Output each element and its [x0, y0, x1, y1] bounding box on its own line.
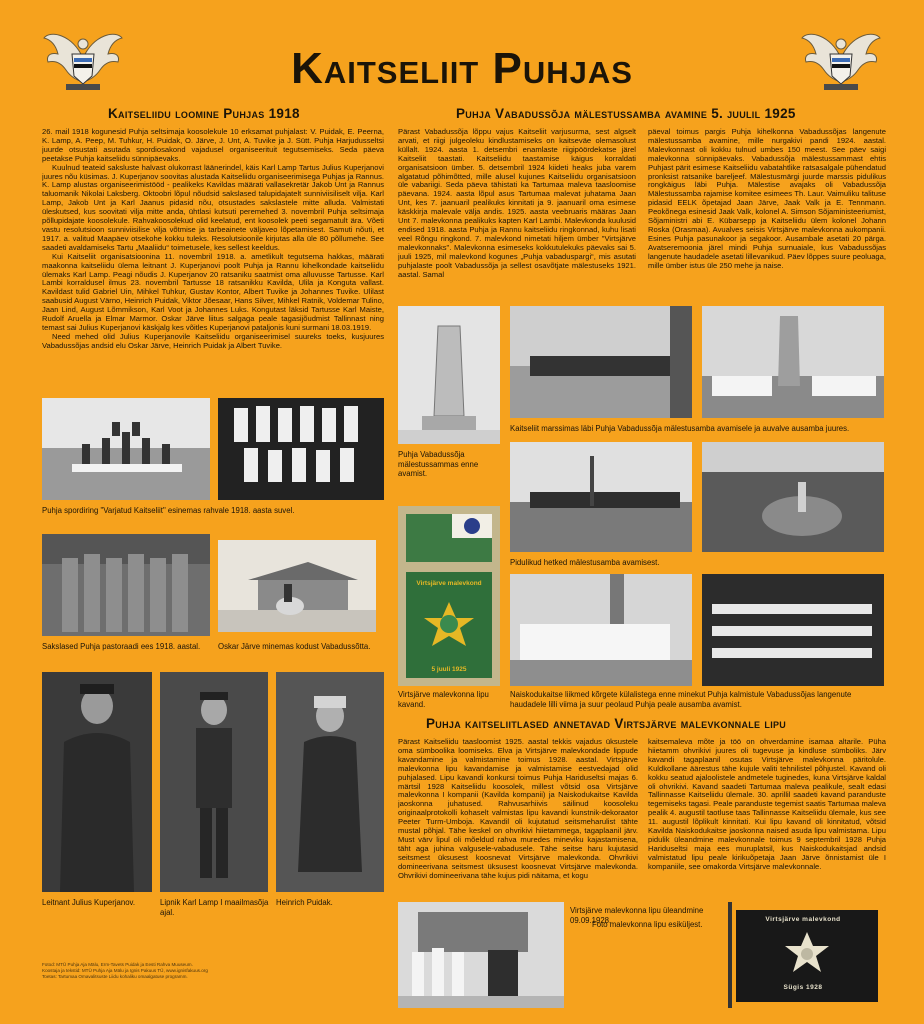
- flag-bottom-text: 5 juuli 1925: [431, 666, 467, 673]
- caption-sport: Puhja spordiring "Varjatud Kaitseliit" esinemas rahvale 1918. aasta suvel.: [42, 506, 295, 515]
- photo-sport-group: [218, 398, 384, 500]
- photo-flag-ceremony: [398, 902, 564, 1008]
- caption-flag-design: Virtsjärve malevkonna lipu kavand.: [398, 690, 489, 709]
- photo-pastorate-soldiers: [42, 534, 210, 636]
- caption-naiskodu: Naiskodukaitse liikmed kõrgete külalistega enne minekut Puhja kalmistule Vabadussõjas langenute haudadele lilli viima ja suur peolaud Puhja peale ausamba avamist.: [510, 690, 852, 709]
- left-paragraph: Kui Kaitseliit organisatsioonina 11. novembril 1918. a. ametlikult tegutsema hakkas, määrati maakonna kaitseliidu ülema leitnant J. Kuperjanovi poolt Puhja ja Rannu kihelkondade kaitseliidu ülemaks Karl Lamp. Peagi nõudis J. Kuperjanov 20 ratsaniku saatmist oma alluvusse Tartusse. Karl Lambi korraldusel ilmus 23. novembril Tartusse 18 ratsanikku Kavilda, Ulila ja Konguta vallast. Kavildast tulid Gabriel Uin, Mihkel Tuhkur, Gustav Kontor, Albert Tuvike ja Johannes Tuvike. Ulilast saabusid August Värno, Heinrich Puidak, Viktor Jõesaar, Hans Silver, Mihkel Ratnik, Voldemar Tulino, Jaan Lind, August Lõmmikson, Karl Voot ja Johannes Luks. Kongutast läksid Tartusse Karl Maiste, Rudolf Aruella ja Elmar Marmor. Oskar Järve liitus salgaga peale tagasijõudmist Tallinnast ning temast sai Julius Kuperjanovi käskjalg kes võitles Kuperjanovi pataljonis kuni surmani 18.03.1919.: [42, 251, 384, 332]
- caption-flag-photo: Foto malevkonna lipu esiküljest.: [592, 920, 703, 929]
- caption-moments: Pidulikud hetked mälestusamba avamisest.: [510, 558, 660, 567]
- left-paragraph: Kuulnud teateid saksluste halvast olukorrast läänerindel, käis Karl Lamp Tartus Julius Kuperjanovi juures nõu küsimas. J. Kuperjanov soovitas alustada Kaitseliidu organiseerimisega Puhjas ja Rannus. K. Lamp alustas organiseerimistööd - pealikeks Kavildas määrati vallasekretär Jakob Unt ja Rannus taluomanik Nikolai Laksberg. Oktoobri lõpul nõudsid sakslased talupidajatelt sunniviisiliselt vilja. Karl Lamp, Jakob Unt ja Karl Jaanus pidasid nõu, otsustades sakslastele mitte alluda. Valmistati üleskutsed, kus soovitati vilja mitte anda, ühtlasi kutsuti peremehed 3. novembril Puhja seltsimaja põllupidajate koosolekule. Rahvakoosolekud olid keelatud, ent koosolek peeti segamatult ära. Võeti vastu resolutsioon sunniviisilise vilja võtmise ja tarbeainete väljaveo lõpetamisest. Samuti nõuti, et 1917. a. valitud Maapäev otsekohe kokku tuleks. Resolutsioonile kirjutas alla üle 80 põllumehe. See saadeti avaldamiseks Tartu „Maaliidu“ toimetusele, kes sellest keeldus.: [42, 162, 384, 252]
- caption-pastorate: Sakslased Puhja pastoraadi ees 1918. aastal.: [42, 642, 201, 651]
- caption-lamp: Lipnik Karl Lamp I maailmasõja ajal.: [160, 898, 269, 917]
- flag-top-text: Virtsjärve malevkond: [416, 580, 482, 587]
- credits: [42, 962, 302, 980]
- photo-karl-lamp: [160, 672, 268, 892]
- photo-march: [510, 306, 692, 418]
- credits-photos: Fotod: MTÜ Puhja Aja Mälu, Erm-Tavets Puidak ja Eesti Rahva Muuseum.: [42, 962, 193, 967]
- right-section-col2: päeval toimus pargis Puhja kihelkonna Vabadussõjas langenute mälestussamba avamine, mille nurgakivi pandi 1924. aastal. Malevkonnast oli kokku tulnud umbes 150 meest. See päev saigi malevkonna sünnipäevaks. Vabadussõja mälestussammast ehtis Puhjast pärit esimese Kaitseliidu vabatahtlike ratsasalgale pühendatud pronksist ratsanike bareljeef. Mälestusmärgi juurde marssis pidulikus rongkäigus läbi Puhja. Mälestise avajaks oli Vabadussõja Mälestussamba rajamise komitee esimees Th. Laur. Vaimuliku talituse pidasid EELK õpetajad Jaan Järve, Jaak Valk ja E. Tennmann. Peokõnega esinesid Jaak Valk, kolonel A. Simson Sõjaministeeriumist, Sõjaministri abi E. Kübarsepp ja Kaitseliidu ülem kolonel Johann Roska (Orasmaa). Avualves seisis Virtsjärve malevkonna aukompanii. Esines Puhja pasunakoor ja segakoor. Ausambale asetati 20 pärga. Avatseremoonia järel mindi Puhja surnuaiale, kus Vabadussõjas langenute haudadele asetati lillevanikud. Päev lõppes suure peoluaga, mille ümber istus üle 250 mehe ja naise.: [648, 128, 886, 270]
- caption-monument: Puhja Vabadussõja mälestussammas enne avamist.: [398, 450, 479, 478]
- caption-flag-ceremony: Virtsjärve malevkonna lipu üleandmine 09.09.1928.: [570, 906, 704, 925]
- left-paragraph: 26. mail 1918 kogunesid Puhja seltsimaja koosolekule 10 erksamat puhjalast: V. Puidak, E. Peerna, K. Lamp, A. Peep, M. Tuhkur, H. Puidak, O. Järve, J. Unt, A. Tuvike ja J. Sütt. Puhja Harjudusseltsi juurde otsustati asutada spordiosakond vajadusel organiseerituit tegutsemiseks. Seda päeva peetakse Puhja kaitseliidu sünnipäevaks.: [42, 128, 384, 163]
- left-section-text: [42, 128, 384, 390]
- lower-section-col2: kaitsemaleva mõte ja töö on ohverdamine isamaa altarile. Püha hiietamm ohvrikivi juures oli tugevuse ja kindluse sümboliks. Järv kavandi tagaplaanil osutas Virtsjärve malevkonna päritolule. Kuldkollane äärestus tähe kujule valiti tehnilistel põhjustel. Kavand oli kokku seatud ajaloolistele andmetele tuginedes, kuna Virtsjärve kaldal oli ohvrikivi. Kavand saadeti Tartumaa maleva pealikule, sealt edasi Tallinnasse Kaitseliidu ülemale. 30. aprillil saadeti kavand paranduste tegemiseks tagasi. Peale paranduste tegemist saatis Tartumaa maleva pealik 4. augustil taotluse taas Tallinnasse Kaitseliidu ülemale, kus see 11. augustil lõplikult kinnitati. Kui lipu kavand oli kinnitatud, võtsid Kavilda Naiskodukaitse jaoskonna naised asuda lipu valmistama. Lipu pidulik üleandmine malevkonnale toimus 9 septembril 1928 Puhja Hariduseltsi maja ees muruplatsil, kus Naiskodukaitsjad andsid valmistatud lipu peale kirikuõpetaja Jaan Järve õnnistamist üle I kompaniile, see omakorda Virtsjärve malevkonnale.: [648, 738, 886, 871]
- right-section-col1: Pärast Vabadussõja lõppu vajus Kaitseliit varjusurma, sest algselt arvati, et riigi julgeoleku kindlustamiseks on kaitseväe olemasolust küllalt. 1924. aasta 1. detsembri enamlaste riigipöördekatse järel Kaitseliit taastati. Kaitseliidu taastamise käigus korraldati organisatsioon ümber. 5. detsembril 1924 kiideti heaks juba varem algatatud põhimõtted, mille alusel kujunes Kaitseliidu organisatsioon üle vabariigi. Seda päeva tähistati ka Tartumaa maleva taasloomise päevana. 1924. aasta lõpul asus Tartumaa malevat juhatama Jaan Unt, kes 7. jaanuaril pealikuks kinnitati ja 9. jaanuaril oma esimese käskkirja malevale välja andis. 1925. aasta veebruaris määras Jaan Unt 7. malevkonna pealikuks kapten Karl Lambi. Malevkonda kuulusid endised 1918. aasta Puhja ja Rannu kaitseliidu ringkonnad, kuhu lisati veel Rõngu ringkond. 7. malevkond nimetati hiljem ümber "Virtsjärve malevkonnaks". Malevkonna esimeseks kokkutulekuks päevaks sai 5. juuli 1925, mil malevkond kogunes „Puhja vabaduspargi“, mis asutati puhjalaste poolt Vabadussõja ja sellest osavõtjate mälestuseks 1921. aastal. Samal: [398, 128, 636, 279]
- photo-honor-guard: [702, 306, 884, 418]
- caption-kuperjanov: Leitnant Julius Kuperjanov.: [42, 898, 136, 907]
- photo-kuperjanov: [42, 672, 152, 892]
- left-section-heading: Kaitseliidu loomine Puhjas 1918: [108, 106, 300, 121]
- flag-design: [398, 506, 500, 686]
- caption-puidak: Heinrich Puidak.: [276, 898, 333, 907]
- photo-ceremony-aerial: [702, 442, 884, 552]
- lower-section-heading: Puhja kaitseliitlased annetavad Virtsjärve malevkonnale lipu: [426, 716, 787, 731]
- photo-sport-pyramid: [42, 398, 210, 500]
- flag-photo-top-text: Virtsjärve malevkond: [765, 916, 841, 923]
- photo-monument: [398, 306, 500, 444]
- right-section-heading: Puhja Vabadussõja mälestussamba avamine 5. juulil 1925: [456, 106, 796, 121]
- photo-oskar-horse: [218, 540, 376, 632]
- lower-section-col1: Pärast Kaitseliidu taasloomist 1925. aastal tekkis vajadus üksustele oma sümboolika loomiseks. Elva ja Virtsjärve malevkondade lippude kavandamine ja valmistamine toimus 1928. aastal. Virtsjärve malevkonna lipu kavandamise ja valmistamise eestvedajad olid puhjalased. Lipu kavandi konkursi toimus Puhja Hariduseltsi majas 6. märtsil 1928 Kaitseliidu koosolek, millest võtsid osa Virtsjärve malevkonna I kompanii (Kavilda kompanii) ja Naiskodukaitse Kavilda jaoskonna juhatused. Rahvusarhiivis säilinud koosoleku originaalprotokolli kohaselt valmistas lipu kavandi kunstnik-dekoraator Peeter Turm-Umboja. Kavandil oli kujutatud seitsmeharulist tähte mustal põhjal. Tähe keskel on ohvrikivi hiietammega, tagaplaanil järv. Must värv lipul oli mõeldud rahva muredes mineviku kajastamisena, täht aga juhina valgusele-vabadusele. Tähe seitse haru kujutasid seitsmest üksusest koosnevat Virtsjärve malevkonda. Ohvrikivi domineerivana seitsmest üksusest koosnevat Virtsjärve malevkonda. Ohvrikivi domineerivana tähe kujus pidi näitama, et kogu: [398, 738, 638, 880]
- credits-support: Toetas: Tartumaa Omavalitsuste Liidu kohaliku omaalgatuse programm.: [42, 974, 188, 979]
- left-paragraph: Need mehed olid Julius Kuperjanovile Kaitseliidu organiseerimisel suureks toeks, kusjuures Vabadussõjas andsid elu Oskar Järve, Heinrich Puidak ja Albert Tuvike.: [42, 331, 384, 350]
- flag-photo-bottom-text: Sügis 1928: [783, 984, 823, 991]
- caption-march: Kaitseliit marssimas läbi Puhja Vabadussõja mälestusamba avamisele ja auvalve ausamba juures.: [510, 424, 850, 433]
- photo-naiskodukaitse: [510, 574, 692, 686]
- caption-oskar: Oskar Järve minemas kodust Vabadussõtta.: [218, 642, 371, 651]
- photo-heinrich-puidak: [276, 672, 384, 892]
- photo-ceremony-crowd: [510, 442, 692, 552]
- photo-banquet: [702, 574, 884, 686]
- page-title: Kaitseliit Puhjas: [291, 44, 633, 93]
- credits-author: Koostaja ja tekstid: MTÜ Puhja Aja Mälu ja Ignis Pakuus TÜ, www.ignisfakuus.org: [42, 968, 208, 973]
